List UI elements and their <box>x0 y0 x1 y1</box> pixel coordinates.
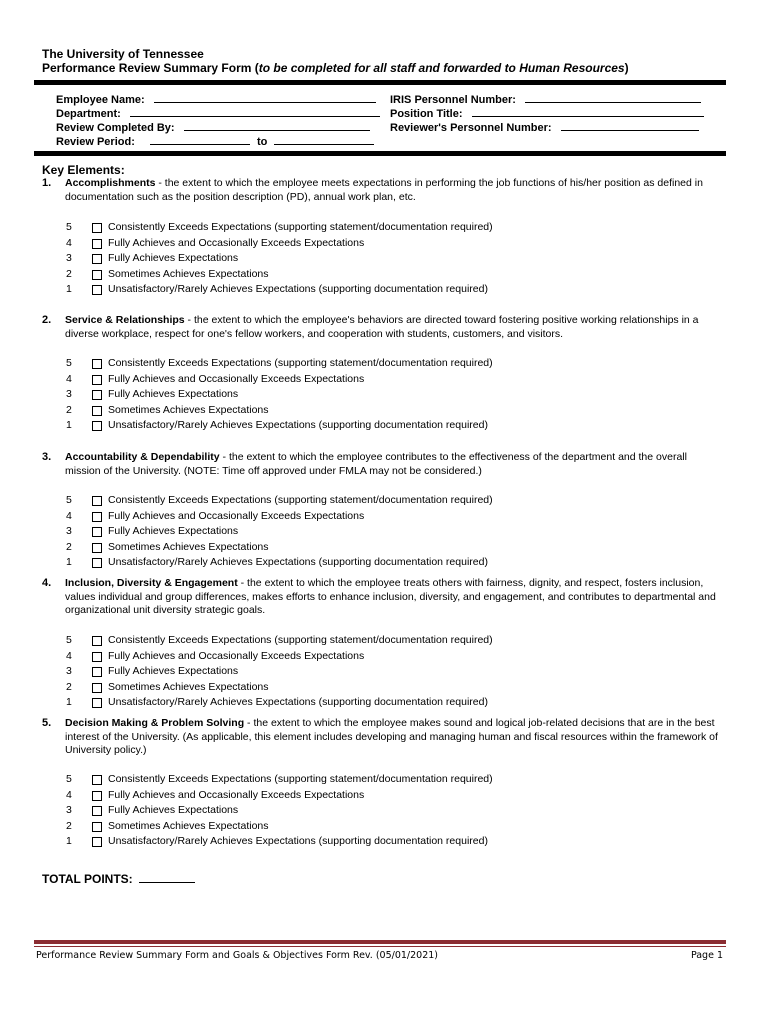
element-description: Decision Making & Problem Solving - the extent to which the employee makes sound and logical job-related decisions that are in the best interest of the University. (As applicable, this element includes developing and managing human and fiscal resources within the framework of University policy.) <box>65 717 718 756</box>
element-title: Accomplishments <box>65 177 156 189</box>
review-completed-by-field[interactable] <box>184 120 370 131</box>
rating-checkbox[interactable] <box>92 223 102 233</box>
header-rule-bottom <box>34 151 726 156</box>
header-rule-top <box>34 80 726 85</box>
form-title: Performance Review Summary Form (to be completed for all staff and forwarded to Human Resources) <box>42 61 629 75</box>
footer-rule-thick <box>34 940 726 944</box>
rating-checkbox[interactable] <box>92 270 102 280</box>
reviewer-number-label: Reviewer's Personnel Number: <box>390 122 552 134</box>
rating-checkbox[interactable] <box>92 543 102 553</box>
element-number: 4. <box>42 577 52 589</box>
footer-page-number: Page 1 <box>690 950 723 961</box>
rating-checkbox[interactable] <box>92 636 102 646</box>
iris-number-row <box>390 92 701 106</box>
employee-name-row <box>56 92 376 106</box>
document-page: The University of Tennessee Performance Review Summary Form (to be completed for all staff and forwarded to Human Resources) Employee Name: Department: Review Completed By: Review Period: to IRIS Personnel Number: Position Title: Reviewer's Personnel Number: Key Elements: 1. Accomplishments - the extent to which the employee meets expectations in performing the job functions of his/her position as defined in documentation such as the position description (PD), annual work plan, etc. 5 Consistently Exceeds Expectations (supporting statement/documentation required) 4 Fully Achieves and Occasionally Exceeds Expectations 3 Fully Achieves Expectations 2 Sometimes Achieves Expectations 1 Unsatisfactory/Rarely Achieves Expectations (supporting documentation required) 2. Service & Relationships - the extent to which the employee's behaviors are directed toward fostering positive working relationships in a diverse workplace, respect for one's fellow workers, and cooperation with students, customers, and visitors. 5 Consistently Exceeds Expectations (supporting statement/documentation required) 4 Fully Achieves and Occasionally Exceeds Expectations 3 Fully Achieves Expectations 2 Sometimes Achieves Expectations 1 Unsatisfactory/Rarely Achieves Expectations (supporting documentation required) 3. Accountability & Dependability - the extent to which the employee contributes to the effectiveness of the department and the overall mission of the University. (NOTE: Time off approved under FMLA may not be considered.) 5 Consistently Exceeds Expectations (supporting statement/documentation required) 4 Fully Achieves and Occasionally Exceeds Expectations 3 Fully Achieves Expectations 2 Sometimes Achieves Expectations 1 Unsatisfactory/Rarely Achieves Expectations (supporting documentation required) 4. Inclusion, Diversity & Engagement - the extent to which the employee treats others with fairness, dignity, and respect, fosters inclusion, values individual and group differences, makes efforts to enhance inclusion, diversity, and engagement, and contributes to departmental and organizational unit diversity strategic goals. 5 Consistently Exceeds Expectations (supporting statement/documentation required) 4 Fully Achieves and Occasionally Exceeds Expectations 3 Fully Achieves Expectations 2 Sometimes Achieves Expectations 1 Unsatisfactory/Rarely Achieves Expectations (supporting documentation required) 5. Decision Making & Problem Solving - the extent to which the employee makes sound and logical job-related decisions that are in the best interest of the University. (As applicable, this element includes developing and managing human and fiscal resources within the framework of University policy.) 5 Consistently Exceeds Expectations (supporting statement/documentation required) 4 Fully Achieves and Occasionally Exceeds Expectations 3 Fully Achieves Expectations 2 Sometimes Achieves Expectations 1 Unsatisfactory/Rarely Achieves Expectations (supporting documentation required) TOTAL POINTS: Performance Review Summary Form and Goals & Objectives Form Rev. (05/01/2021) Page 1 <box>0 0 770 1024</box>
reviewer-number-row <box>390 120 699 134</box>
total-points-label: TOTAL POINTS: <box>42 872 133 886</box>
rating-checkbox[interactable] <box>92 698 102 708</box>
review-completed-by-label: Review Completed By: <box>56 122 175 134</box>
review-period-row <box>56 134 374 148</box>
footer-form-revision: Performance Review Summary Form and Goals & Objectives Form Rev. (05/01/2021) <box>36 950 439 961</box>
key-elements-heading: Key Elements: <box>42 163 125 177</box>
reviewer-number-field[interactable] <box>561 120 699 131</box>
total-points-field[interactable] <box>139 872 195 883</box>
rating-checkbox[interactable] <box>92 421 102 431</box>
rating-checkbox[interactable] <box>92 791 102 801</box>
element-description: Accountability & Dependability - the extent to which the employee contributes to the effectiveness of the department and the overall mission of the University. (NOTE: Time off approved under FMLA may not be considered.) <box>65 451 687 477</box>
review-period-to: to <box>256 136 268 148</box>
rating-checkbox[interactable] <box>92 667 102 677</box>
element-description: Service & Relationships - the extent to which the employee's behaviors are directed toward fostering positive working relationships in a diverse workplace, respect for one's fellow workers, and cooperation with students, customers, and visitors. <box>65 314 699 340</box>
element-description: Accomplishments - the extent to which the employee meets expectations in performing the job functions of his/her position as defined in documentation such as the position description (PD), annual work plan, etc. <box>65 177 703 203</box>
position-title-row <box>390 106 704 120</box>
total-points-row <box>42 872 195 886</box>
element-title: Inclusion, Diversity & Engagement <box>65 577 238 589</box>
element-title: Accountability & Dependability <box>65 451 220 463</box>
rating-checkbox[interactable] <box>92 239 102 249</box>
rating-checkbox[interactable] <box>92 496 102 506</box>
rating-checkbox[interactable] <box>92 652 102 662</box>
rating-checkbox[interactable] <box>92 806 102 816</box>
university-name: The University of Tennessee <box>42 47 204 61</box>
element-title: Decision Making & Problem Solving <box>65 717 245 729</box>
review-period-label: Review Period: <box>56 136 135 148</box>
rating-checkbox[interactable] <box>92 775 102 785</box>
element-number: 2. <box>42 314 52 326</box>
element-description: Inclusion, Diversity & Engagement - the extent to which the employee treats others with fairness, dignity, and respect, fosters inclusion, values individual and group differences, makes efforts to enhance inclusion, diversity, and engagement, and contributes to departmental and organizational unit diversity strategic goals. <box>65 577 716 616</box>
element-number: 5. <box>42 717 52 729</box>
rating-checkbox[interactable] <box>92 285 102 295</box>
review-period-end-field[interactable] <box>274 134 374 145</box>
footer-rule-thin <box>34 946 726 947</box>
rating-checkbox[interactable] <box>92 359 102 369</box>
review-completed-by-row <box>56 120 370 134</box>
rating-checkbox[interactable] <box>92 822 102 832</box>
rating-checkbox[interactable] <box>92 558 102 568</box>
department-field[interactable] <box>130 106 380 117</box>
rating-checkbox[interactable] <box>92 375 102 385</box>
iris-number-label: IRIS Personnel Number: <box>390 94 516 106</box>
rating-checkbox[interactable] <box>92 512 102 522</box>
rating-checkbox[interactable] <box>92 837 102 847</box>
iris-number-field[interactable] <box>525 92 701 103</box>
rating-checkbox[interactable] <box>92 527 102 537</box>
form-header <box>42 47 629 75</box>
rating-checkbox[interactable] <box>92 406 102 416</box>
department-label: Department: <box>56 108 121 120</box>
element-number: 1. <box>42 177 52 189</box>
element-title: Service & Relationships <box>65 314 185 326</box>
employee-name-field[interactable] <box>154 92 376 103</box>
employee-name-label: Employee Name: <box>56 94 145 106</box>
position-title-field[interactable] <box>472 106 704 117</box>
element-number: 3. <box>42 451 52 463</box>
department-row <box>56 106 380 120</box>
review-period-start-field[interactable] <box>150 134 250 145</box>
rating-checkbox[interactable] <box>92 683 102 693</box>
rating-checkbox[interactable] <box>92 254 102 264</box>
position-title-label: Position Title: <box>390 108 463 120</box>
rating-checkbox[interactable] <box>92 390 102 400</box>
